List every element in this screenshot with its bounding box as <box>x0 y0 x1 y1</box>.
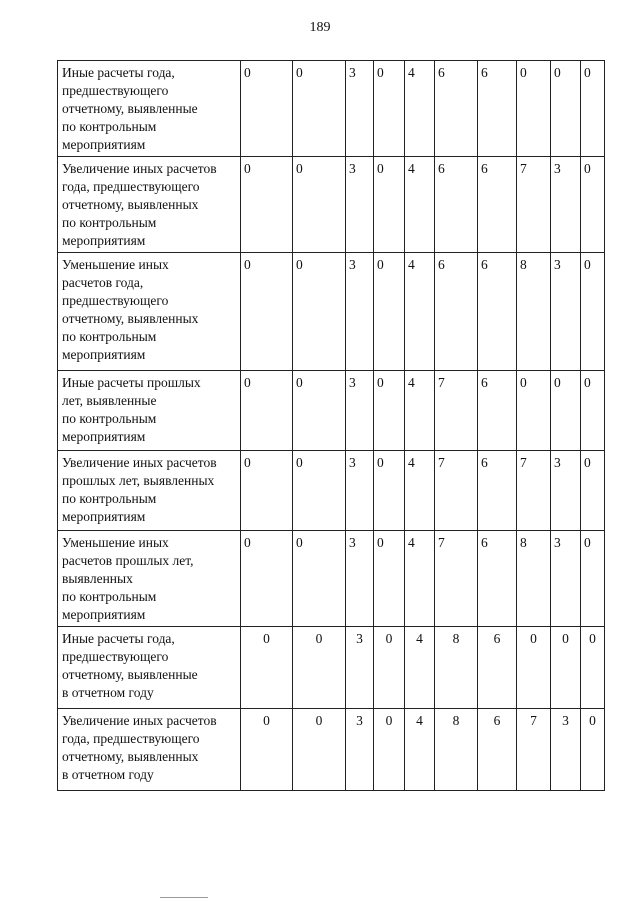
row-label-line: прошлых лет, выявленных <box>62 473 215 488</box>
row-label-line: по контрольным <box>62 119 157 134</box>
code-digit-cell: 0 <box>293 531 346 627</box>
table-row <box>58 451 605 531</box>
row-label-line: по контрольным <box>62 411 157 426</box>
table-row <box>58 709 605 791</box>
table-row <box>58 157 605 253</box>
code-digit-cell: 0 <box>374 61 405 157</box>
code-digit-cell: 3 <box>346 627 374 709</box>
row-label-line: отчетному, выявленные <box>62 667 198 682</box>
code-digit-cell: 0 <box>293 157 346 253</box>
scan-mark <box>160 897 208 898</box>
accounts-table <box>57 60 605 791</box>
row-label <box>58 61 241 157</box>
row-label-line: Уменьшение иных <box>62 535 169 550</box>
code-digit-cell: 0 <box>241 709 293 791</box>
row-label <box>58 531 241 627</box>
row-label-line: расчетов года, <box>62 275 144 290</box>
row-label-line: Иные расчеты прошлых <box>62 375 201 390</box>
code-digit-cell: 6 <box>478 253 517 371</box>
row-label-line: в отчетном году <box>62 767 154 782</box>
table-row <box>58 253 605 371</box>
code-digit-cell: 3 <box>551 709 581 791</box>
code-digit-cell: 0 <box>241 371 293 451</box>
row-label-line: мероприятиям <box>62 137 146 152</box>
code-digit-cell: 0 <box>517 627 551 709</box>
code-digit-cell: 6 <box>478 157 517 253</box>
row-label-line: по контрольным <box>62 215 157 230</box>
code-digit-cell: 4 <box>405 709 435 791</box>
row-label-line: по контрольным <box>62 491 157 506</box>
code-digit-cell: 4 <box>405 253 435 371</box>
code-digit-cell: 0 <box>581 451 605 531</box>
row-label-line: в отчетном году <box>62 685 154 700</box>
code-digit-cell: 4 <box>405 627 435 709</box>
row-label-line: отчетному, выявленных <box>62 749 199 764</box>
row-label-line: мероприятиям <box>62 509 146 524</box>
code-digit-cell: 0 <box>374 451 405 531</box>
code-digit-cell: 6 <box>478 531 517 627</box>
row-label <box>58 451 241 531</box>
code-digit-cell: 0 <box>581 531 605 627</box>
row-label-line: года, предшествующего <box>62 731 200 746</box>
row-label-line: отчетному, выявленных <box>62 311 199 326</box>
code-digit-cell: 4 <box>405 61 435 157</box>
code-digit-cell: 4 <box>405 531 435 627</box>
code-digit-cell: 3 <box>346 451 374 531</box>
code-digit-cell: 0 <box>241 451 293 531</box>
code-digit-cell: 3 <box>346 253 374 371</box>
code-digit-cell: 0 <box>374 157 405 253</box>
row-label-line: предшествующего <box>62 83 169 98</box>
code-digit-cell: 3 <box>346 371 374 451</box>
row-label <box>58 253 241 371</box>
code-digit-cell: 0 <box>241 157 293 253</box>
code-digit-cell: 0 <box>551 61 581 157</box>
row-label-line: мероприятиям <box>62 429 146 444</box>
code-digit-cell: 3 <box>346 157 374 253</box>
row-label-line: года, предшествующего <box>62 179 200 194</box>
code-digit-cell: 7 <box>435 451 478 531</box>
table-row <box>58 531 605 627</box>
code-digit-cell: 6 <box>478 709 517 791</box>
code-digit-cell: 0 <box>374 253 405 371</box>
code-digit-cell: 0 <box>551 627 581 709</box>
row-label <box>58 627 241 709</box>
table-row <box>58 627 605 709</box>
code-digit-cell: 0 <box>581 709 605 791</box>
code-digit-cell: 6 <box>435 157 478 253</box>
row-label-line: мероприятиям <box>62 347 146 362</box>
code-digit-cell: 6 <box>435 61 478 157</box>
code-digit-cell: 7 <box>435 531 478 627</box>
row-label-line: выявленных <box>62 571 133 586</box>
code-digit-cell: 3 <box>346 709 374 791</box>
code-digit-cell: 0 <box>241 253 293 371</box>
code-digit-cell: 8 <box>517 531 551 627</box>
row-label-line: Увеличение иных расчетов <box>62 713 217 728</box>
page-number: 189 <box>309 20 331 35</box>
code-digit-cell: 7 <box>517 709 551 791</box>
row-label-line: Увеличение иных расчетов <box>62 455 217 470</box>
code-digit-cell: 8 <box>435 627 478 709</box>
code-digit-cell: 0 <box>551 371 581 451</box>
row-label-line: лет, выявленные <box>62 393 157 408</box>
table-body <box>58 61 605 791</box>
code-digit-cell: 7 <box>435 371 478 451</box>
code-digit-cell: 3 <box>551 531 581 627</box>
row-label-line: предшествующего <box>62 293 169 308</box>
row-label-line: по контрольным <box>62 589 157 604</box>
code-digit-cell: 3 <box>551 451 581 531</box>
row-label-line: отчетному, выявленных <box>62 197 199 212</box>
table-row <box>58 371 605 451</box>
code-digit-cell: 6 <box>478 451 517 531</box>
code-digit-cell: 6 <box>478 371 517 451</box>
code-digit-cell: 0 <box>241 531 293 627</box>
code-digit-cell: 8 <box>435 709 478 791</box>
row-label-line: мероприятиям <box>62 233 146 248</box>
row-label-line: расчетов прошлых лет, <box>62 553 194 568</box>
code-digit-cell: 0 <box>581 157 605 253</box>
code-digit-cell: 0 <box>581 61 605 157</box>
row-label-line: Иные расчеты года, <box>62 65 175 80</box>
code-digit-cell: 3 <box>551 157 581 253</box>
code-digit-cell: 6 <box>435 253 478 371</box>
code-digit-cell: 4 <box>405 371 435 451</box>
code-digit-cell: 0 <box>293 451 346 531</box>
code-digit-cell: 6 <box>478 61 517 157</box>
code-digit-cell: 0 <box>293 371 346 451</box>
code-digit-cell: 0 <box>293 253 346 371</box>
code-digit-cell: 6 <box>478 627 517 709</box>
code-digit-cell: 0 <box>581 627 605 709</box>
code-digit-cell: 0 <box>374 371 405 451</box>
row-label-line: отчетному, выявленные <box>62 101 198 116</box>
row-label-line: Увеличение иных расчетов <box>62 161 217 176</box>
code-digit-cell: 0 <box>374 627 405 709</box>
row-label <box>58 157 241 253</box>
row-label <box>58 709 241 791</box>
row-label-line: предшествующего <box>62 649 169 664</box>
code-digit-cell: 0 <box>581 253 605 371</box>
code-digit-cell: 0 <box>241 61 293 157</box>
code-digit-cell: 0 <box>293 61 346 157</box>
code-digit-cell: 0 <box>241 627 293 709</box>
row-label-line: Уменьшение иных <box>62 257 169 272</box>
code-digit-cell: 8 <box>517 253 551 371</box>
code-digit-cell: 0 <box>581 371 605 451</box>
table-row <box>58 61 605 157</box>
code-digit-cell: 4 <box>405 157 435 253</box>
code-digit-cell: 0 <box>293 709 346 791</box>
row-label-line: мероприятиям <box>62 607 146 622</box>
code-digit-cell: 7 <box>517 157 551 253</box>
code-digit-cell: 3 <box>551 253 581 371</box>
code-digit-cell: 3 <box>346 531 374 627</box>
code-digit-cell: 0 <box>517 61 551 157</box>
row-label-line: Иные расчеты года, <box>62 631 175 646</box>
code-digit-cell: 7 <box>517 451 551 531</box>
code-digit-cell: 4 <box>405 451 435 531</box>
code-digit-cell: 0 <box>293 627 346 709</box>
code-digit-cell: 0 <box>374 709 405 791</box>
code-digit-cell: 0 <box>374 531 405 627</box>
row-label <box>58 371 241 451</box>
code-digit-cell: 0 <box>517 371 551 451</box>
code-digit-cell: 3 <box>346 61 374 157</box>
row-label-line: по контрольным <box>62 329 157 344</box>
